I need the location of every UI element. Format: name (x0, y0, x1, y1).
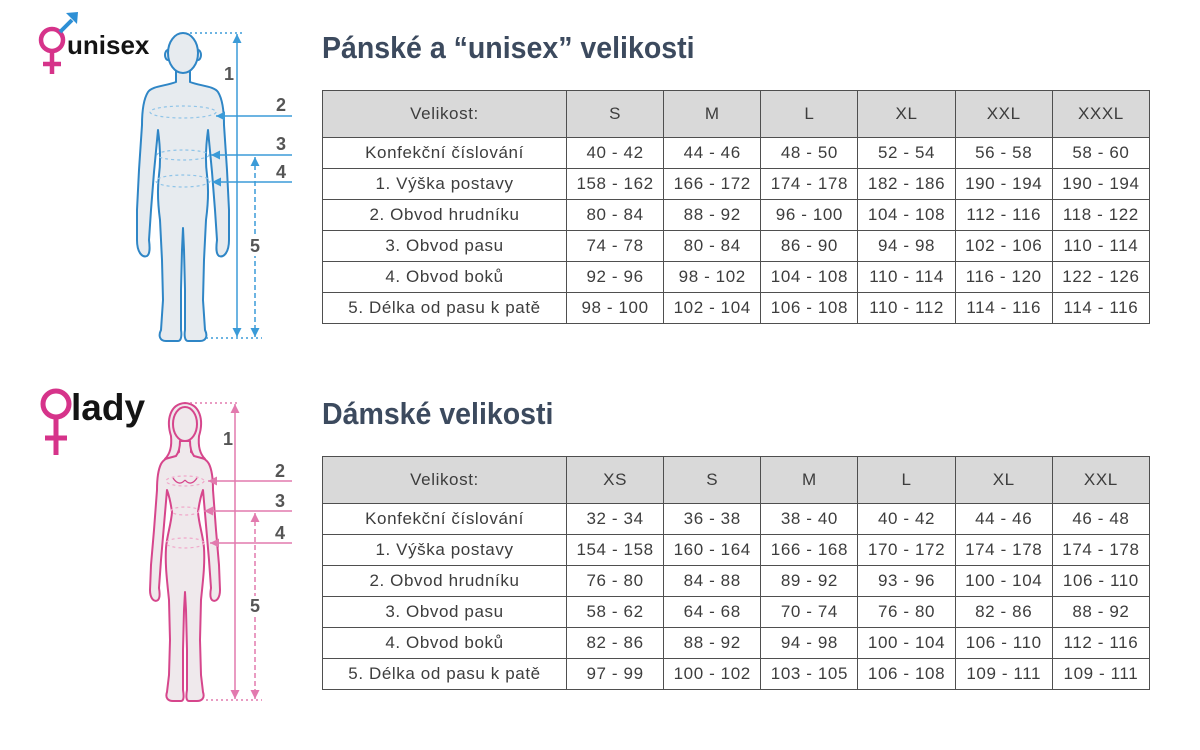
size-value-cell: 110 - 112 (858, 293, 955, 324)
measurement-label-cell: 1. Výška postavy (323, 169, 567, 200)
measurement-label-5: 5 (249, 236, 261, 256)
size-value-cell: 182 - 186 (858, 169, 955, 200)
size-value-cell: 94 - 98 (761, 628, 858, 659)
size-value-cell: 76 - 80 (567, 566, 664, 597)
table-header-row (323, 457, 1150, 504)
measurement-label-2: 2 (275, 95, 287, 115)
size-value-cell: 102 - 104 (664, 293, 761, 324)
size-value-cell: 84 - 88 (664, 566, 761, 597)
measurement-label-1: 1 (223, 64, 235, 84)
size-value-cell: 97 - 99 (567, 659, 664, 690)
size-value-cell: 190 - 194 (1052, 169, 1149, 200)
size-value-cell: 80 - 84 (567, 200, 664, 231)
size-value-cell: 174 - 178 (955, 535, 1052, 566)
measurement-label-cell: 4. Obvod boků (323, 628, 567, 659)
table-header (323, 457, 1150, 504)
size-value-cell: 106 - 108 (761, 293, 858, 324)
size-value-cell: 106 - 110 (1052, 566, 1149, 597)
size-value-cell: 92 - 96 (567, 262, 664, 293)
lady-symbol-circle (43, 391, 69, 417)
size-value-cell: 98 - 102 (664, 262, 761, 293)
size-value-cell: 100 - 104 (955, 566, 1052, 597)
table-header-row (323, 91, 1150, 138)
size-value-cell: 112 - 116 (955, 200, 1052, 231)
size-value-cell: 89 - 92 (761, 566, 858, 597)
size-value-cell: 96 - 100 (761, 200, 858, 231)
size-value-cell: 94 - 98 (858, 231, 955, 262)
table-body (323, 138, 1150, 324)
size-header-cell: L (761, 91, 858, 138)
size-value-cell: 109 - 111 (1052, 659, 1149, 690)
measurement-label-cell: Konfekční číslování (323, 138, 567, 169)
measurement-label-cell: 1. Výška postavy (323, 535, 567, 566)
size-header-cell: XS (567, 457, 664, 504)
size-value-cell: 104 - 108 (858, 200, 955, 231)
mens-section-title: Pánské a “unisex” velikosti (322, 30, 695, 65)
measurement-label-3: 3 (275, 134, 287, 154)
size-value-cell: 114 - 116 (955, 293, 1052, 324)
size-value-cell: 36 - 38 (664, 504, 761, 535)
size-value-cell: 88 - 92 (664, 200, 761, 231)
size-header-cell: S (567, 91, 664, 138)
size-header-cell: XL (858, 91, 955, 138)
table-row (323, 293, 1150, 324)
female-symbol-circle (41, 29, 63, 51)
size-value-cell: 122 - 126 (1052, 262, 1149, 293)
table-row (323, 262, 1150, 293)
measurement-label-cell: Konfekční číslování (323, 504, 567, 535)
size-value-cell: 112 - 116 (1052, 628, 1149, 659)
size-value-cell: 76 - 80 (858, 597, 955, 628)
size-value-cell: 166 - 168 (761, 535, 858, 566)
size-value-cell: 88 - 92 (664, 628, 761, 659)
measurement-label-cell: 5. Délka od pasu k patě (323, 293, 567, 324)
size-value-cell: 100 - 102 (664, 659, 761, 690)
measurement-label-2: 2 (274, 461, 286, 481)
header-label-cell: Velikost: (323, 91, 567, 138)
size-value-cell: 58 - 60 (1052, 138, 1149, 169)
measurement-label-cell: 4. Obvod boků (323, 262, 567, 293)
size-header-cell: XXXL (1052, 91, 1149, 138)
size-value-cell: 104 - 108 (761, 262, 858, 293)
size-value-cell: 44 - 46 (664, 138, 761, 169)
figure-illustrations (0, 0, 310, 750)
size-value-cell: 110 - 114 (858, 262, 955, 293)
size-value-cell: 93 - 96 (858, 566, 955, 597)
size-value-cell: 160 - 164 (664, 535, 761, 566)
header-label-cell: Velikost: (323, 457, 567, 504)
size-value-cell: 38 - 40 (761, 504, 858, 535)
size-value-cell: 102 - 106 (955, 231, 1052, 262)
table-row (323, 231, 1150, 262)
size-value-cell: 166 - 172 (664, 169, 761, 200)
table-row (323, 138, 1150, 169)
table-body (323, 504, 1150, 690)
size-header-cell: M (664, 91, 761, 138)
male-body-icon (137, 33, 229, 341)
womens-size-table (322, 456, 1150, 690)
female-head (173, 407, 197, 441)
size-value-cell: 40 - 42 (567, 138, 664, 169)
size-value-cell: 32 - 34 (567, 504, 664, 535)
female-body (150, 440, 220, 701)
size-value-cell: 82 - 86 (567, 628, 664, 659)
size-header-cell: M (761, 457, 858, 504)
size-value-cell: 106 - 110 (955, 628, 1052, 659)
size-value-cell: 40 - 42 (858, 504, 955, 535)
measurement-label-cell: 2. Obvod hrudníku (323, 200, 567, 231)
female-body-icon (150, 403, 220, 701)
measurement-label-cell: 5. Délka od pasu k patě (323, 659, 567, 690)
size-value-cell: 88 - 92 (1052, 597, 1149, 628)
table-row (323, 566, 1150, 597)
size-value-cell: 52 - 54 (858, 138, 955, 169)
size-value-cell: 174 - 178 (1052, 535, 1149, 566)
size-value-cell: 58 - 62 (567, 597, 664, 628)
female-measurements (190, 403, 292, 700)
measurement-label-4: 4 (275, 162, 287, 182)
womens-section-title: Dámské velikosti (322, 396, 554, 431)
size-value-cell: 64 - 68 (664, 597, 761, 628)
size-value-cell: 114 - 116 (1052, 293, 1149, 324)
table-row (323, 628, 1150, 659)
size-header-cell: XXL (1052, 457, 1149, 504)
size-value-cell: 100 - 104 (858, 628, 955, 659)
size-header-cell: S (664, 457, 761, 504)
size-value-cell: 98 - 100 (567, 293, 664, 324)
size-value-cell: 56 - 58 (955, 138, 1052, 169)
measurement-label-cell: 3. Obvod pasu (323, 597, 567, 628)
size-value-cell: 174 - 178 (761, 169, 858, 200)
size-header-cell: L (858, 457, 955, 504)
size-value-cell: 82 - 86 (955, 597, 1052, 628)
size-value-cell: 46 - 48 (1052, 504, 1149, 535)
measurement-label-3: 3 (274, 491, 286, 511)
table-row (323, 200, 1150, 231)
table-row (323, 659, 1150, 690)
size-value-cell: 103 - 105 (761, 659, 858, 690)
size-value-cell: 74 - 78 (567, 231, 664, 262)
table-row (323, 597, 1150, 628)
measurement-label-cell: 3. Obvod pasu (323, 231, 567, 262)
size-value-cell: 44 - 46 (955, 504, 1052, 535)
size-header-cell: XL (955, 457, 1052, 504)
table-row (323, 169, 1150, 200)
size-value-cell: 48 - 50 (761, 138, 858, 169)
size-value-cell: 118 - 122 (1052, 200, 1149, 231)
male-body (137, 70, 229, 341)
size-header-cell: XXL (955, 91, 1052, 138)
female-gender-icon (43, 391, 69, 455)
size-value-cell: 86 - 90 (761, 231, 858, 262)
size-value-cell: 109 - 111 (955, 659, 1052, 690)
unisex-logo-text: unisex (67, 30, 150, 60)
measurement-label-1: 1 (222, 429, 234, 449)
lady-logo-text: lady (71, 387, 146, 428)
size-value-cell: 190 - 194 (955, 169, 1052, 200)
size-value-cell: 110 - 114 (1052, 231, 1149, 262)
size-value-cell: 154 - 158 (567, 535, 664, 566)
size-value-cell: 80 - 84 (664, 231, 761, 262)
measurement-label-4: 4 (274, 523, 286, 543)
size-value-cell: 70 - 74 (761, 597, 858, 628)
table-row (323, 535, 1150, 566)
male-head (168, 33, 198, 73)
size-value-cell: 116 - 120 (955, 262, 1052, 293)
mens-size-table (322, 90, 1150, 324)
table-row (323, 504, 1150, 535)
measurement-label-cell: 2. Obvod hrudníku (323, 566, 567, 597)
table-header (323, 91, 1150, 138)
size-value-cell: 106 - 108 (858, 659, 955, 690)
measurement-label-5: 5 (249, 596, 261, 616)
size-value-cell: 170 - 172 (858, 535, 955, 566)
size-value-cell: 158 - 162 (567, 169, 664, 200)
